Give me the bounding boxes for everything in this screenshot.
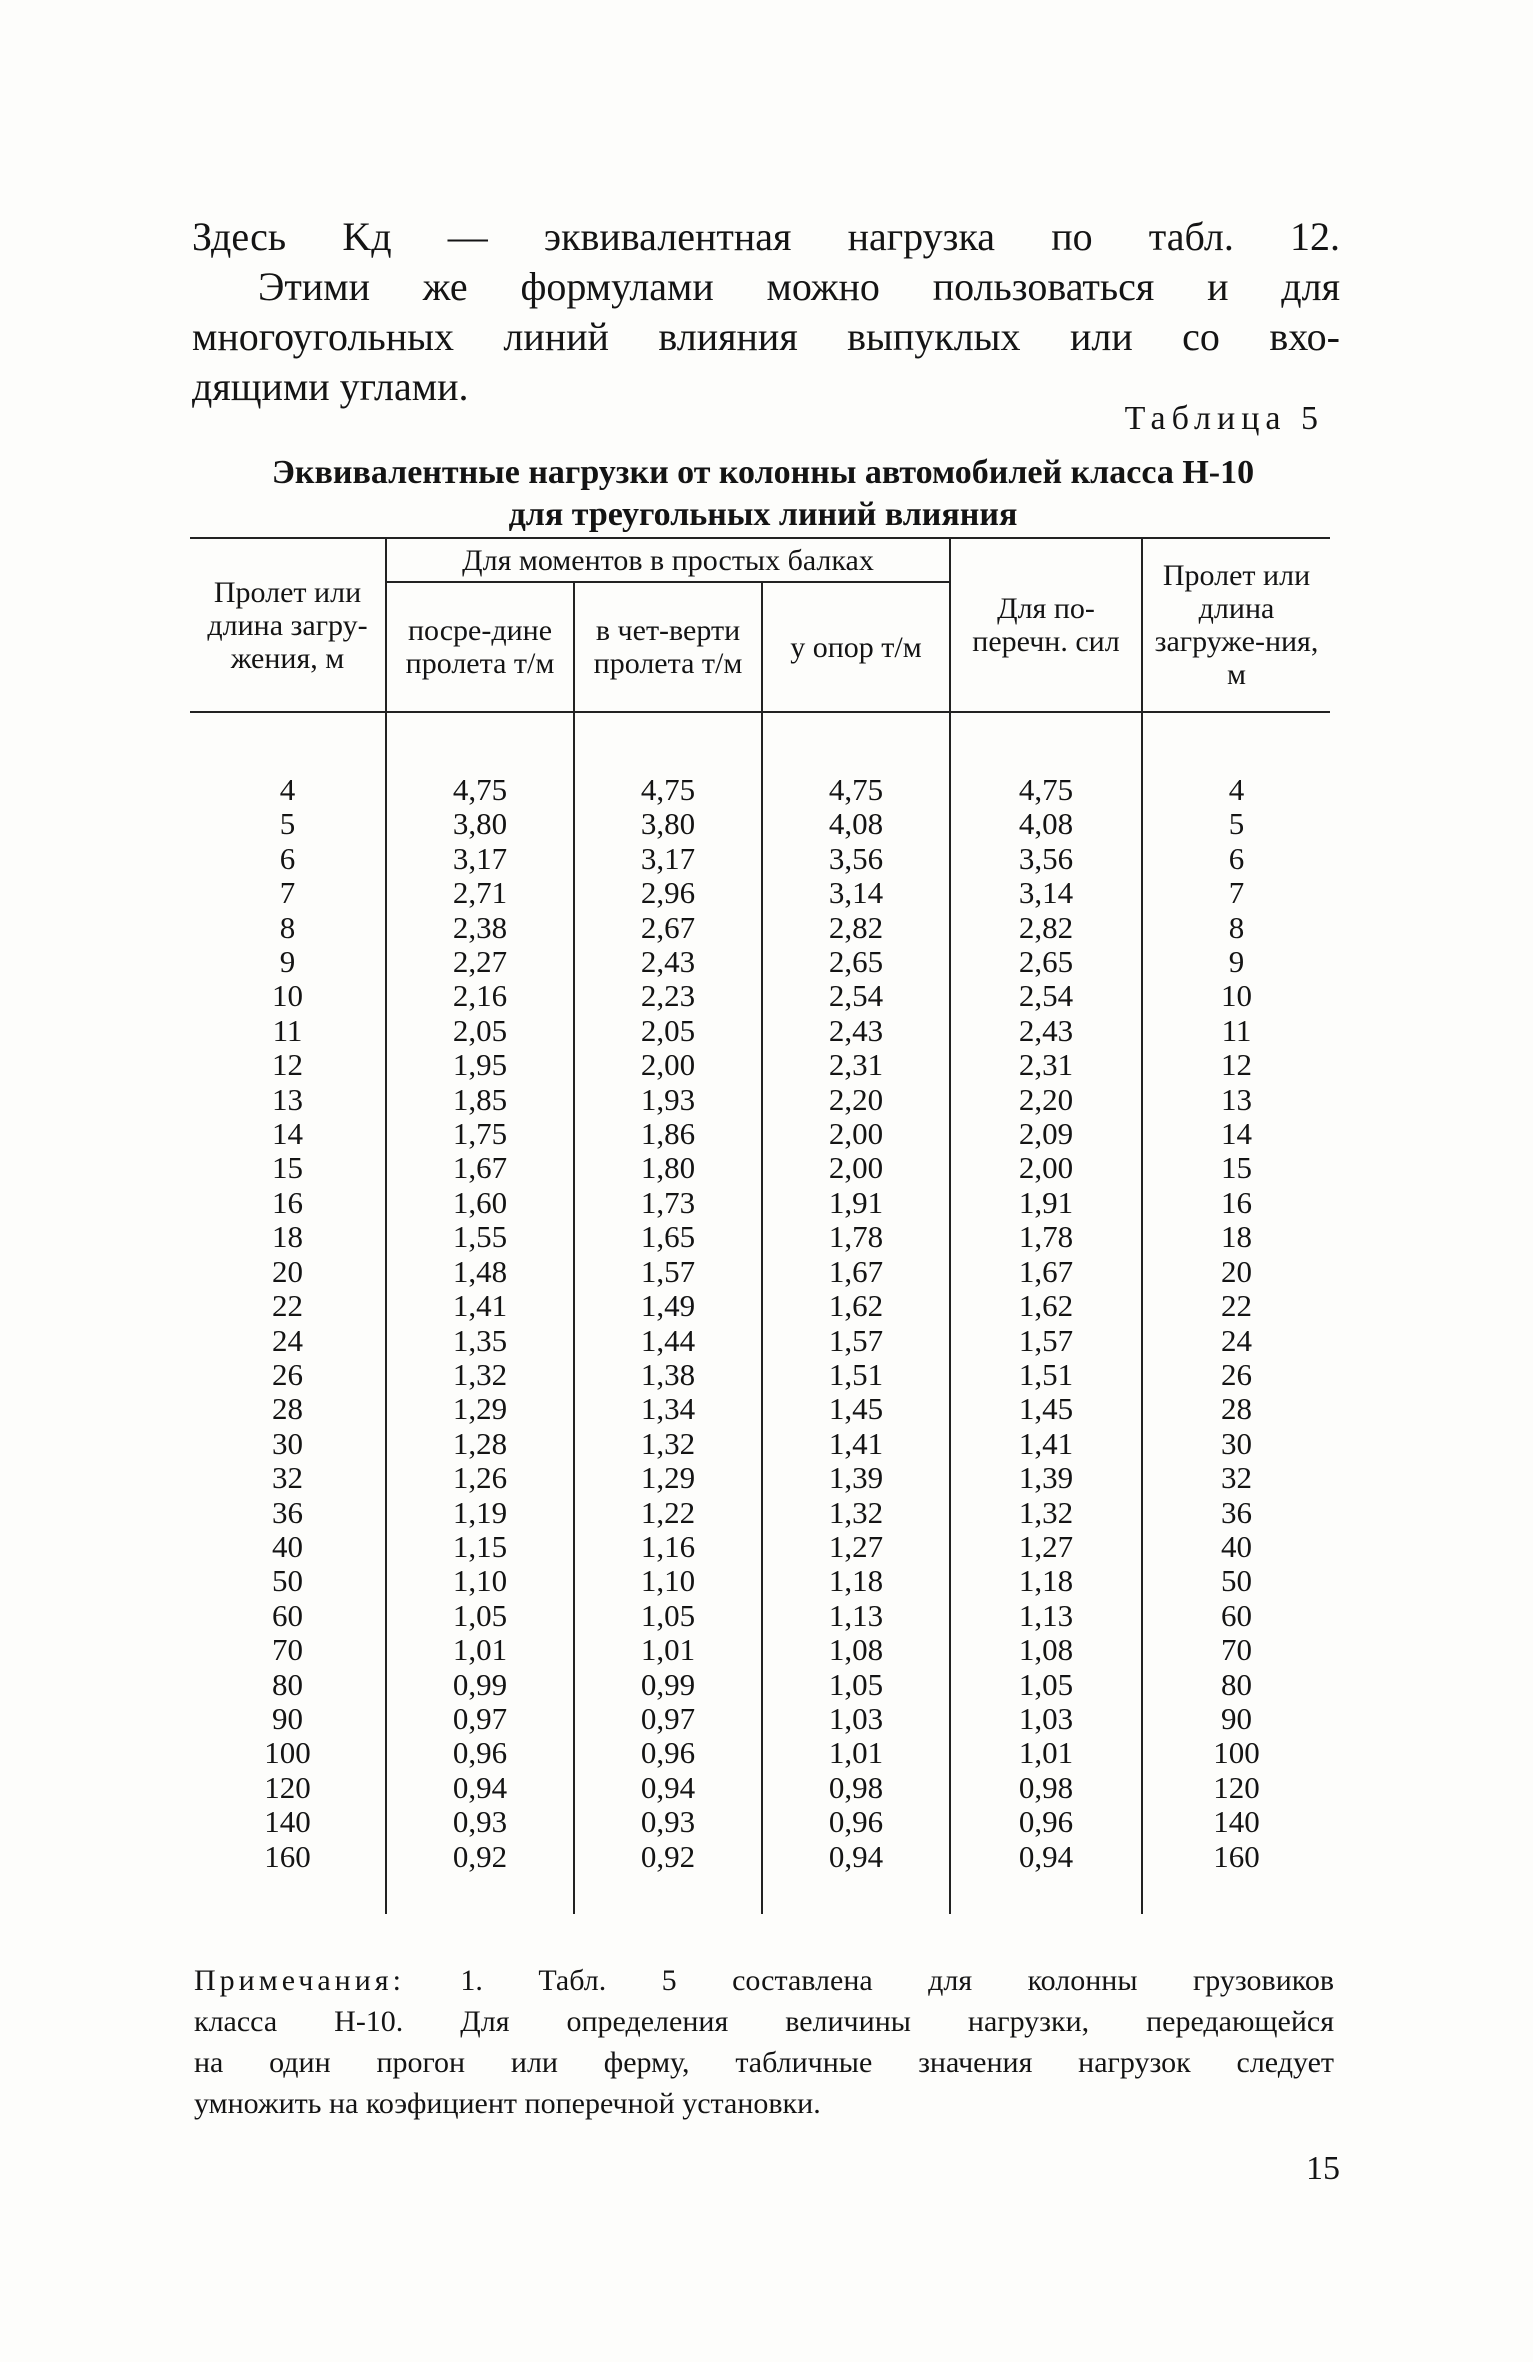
table-row (190, 876, 1330, 910)
cell-quarter: 1,44 (574, 1324, 762, 1358)
table-row (190, 1392, 1330, 1426)
cell-span: 40 (272, 1528, 303, 1564)
table-row (190, 1599, 1330, 1633)
header-midspan: посре-дине пролета т/м (386, 582, 574, 712)
table-row (190, 1324, 1330, 1358)
table-row (190, 1668, 1330, 1702)
cell-quarter: 1,29 (574, 1461, 762, 1495)
intro-line-4: дящими углами. (192, 364, 469, 409)
table-row (190, 1530, 1330, 1564)
table-row (190, 1633, 1330, 1667)
table-title-line-1: Эквивалентные нагрузки от колонны автомобилей класса Н-10 (271, 454, 1255, 491)
cell-quarter: 2,05 (574, 1014, 762, 1048)
cell-shear: 0,96 (950, 1805, 1142, 1839)
cell-span: 30 (272, 1425, 303, 1461)
cell-span-right: 140 (1142, 1805, 1330, 1839)
cell-midspan: 2,16 (386, 979, 574, 1013)
cell-midspan: 2,71 (386, 876, 574, 910)
cell-quarter: 1,01 (574, 1633, 762, 1667)
cell-span-right: 9 (1142, 945, 1330, 979)
cell-quarter: 1,80 (574, 1151, 762, 1185)
header-span-right: Пролет или длина загруже-ния, м (1142, 538, 1330, 712)
cell-shear: 1,51 (950, 1358, 1142, 1392)
cell-support: 1,41 (762, 1427, 950, 1461)
cell-span: 24 (272, 1322, 303, 1358)
cell-span: 16 (272, 1184, 303, 1220)
table-row (190, 1117, 1330, 1151)
cell-support: 1,57 (762, 1324, 950, 1358)
cell-shear: 1,03 (950, 1702, 1142, 1736)
cell-quarter: 0,93 (574, 1805, 762, 1839)
cell-quarter: 1,34 (574, 1392, 762, 1426)
cell-shear: 1,08 (950, 1633, 1142, 1667)
cell-shear: 1,78 (950, 1220, 1142, 1254)
cell-midspan: 0,94 (386, 1771, 574, 1805)
table-title (178, 452, 1348, 536)
cell-span-right: 80 (1142, 1668, 1330, 1702)
cell-span: 160 (264, 1838, 311, 1874)
cell-support: 2,43 (762, 1014, 950, 1048)
cell-midspan: 2,27 (386, 945, 574, 979)
cell-shear: 2,43 (950, 1014, 1142, 1048)
table-row (190, 1461, 1330, 1495)
table-label: Таблица 5 (1124, 400, 1324, 437)
cell-midspan: 2,38 (386, 911, 574, 945)
cell-quarter: 3,17 (574, 842, 762, 876)
table-row (190, 1702, 1330, 1736)
cell-support: 2,00 (762, 1151, 950, 1185)
cell-support: 1,18 (762, 1564, 950, 1598)
cell-span: 11 (272, 1012, 303, 1048)
table-row (190, 1186, 1330, 1220)
table-row (190, 1151, 1330, 1185)
cell-shear: 2,00 (950, 1151, 1142, 1185)
table-row (190, 1289, 1330, 1323)
table-row (190, 1014, 1330, 1048)
cell-span-right: 24 (1142, 1324, 1330, 1358)
cell-span: 80 (272, 1666, 303, 1702)
cell-span: 7 (279, 875, 296, 911)
cell-span-right: 7 (1142, 876, 1330, 910)
notes-lead: Примечания: (194, 1964, 405, 1997)
cell-midspan: 1,55 (386, 1220, 574, 1254)
cell-span: 6 (279, 840, 296, 876)
cell-shear: 1,05 (950, 1668, 1142, 1702)
cell-support: 4,08 (762, 807, 950, 841)
cell-support: 2,82 (762, 911, 950, 945)
notes-line-1: 1. Табл. 5 составлена для колонны грузовиков (404, 1964, 1334, 1997)
cell-support: 1,32 (762, 1496, 950, 1530)
table-row (190, 1427, 1330, 1461)
cell-span: 60 (272, 1597, 303, 1633)
cell-span: 32 (272, 1460, 303, 1496)
cell-quarter: 0,92 (574, 1840, 762, 1874)
cell-quarter: 1,57 (574, 1255, 762, 1289)
cell-shear: 4,75 (950, 773, 1142, 807)
cell-support: 0,94 (762, 1840, 950, 1874)
cell-midspan: 3,80 (386, 807, 574, 841)
cell-span-right: 12 (1142, 1048, 1330, 1082)
cell-quarter: 3,80 (574, 807, 762, 841)
table-row (190, 911, 1330, 945)
cell-span: 12 (272, 1047, 303, 1083)
cell-span-right: 70 (1142, 1633, 1330, 1667)
cell-shear: 1,62 (950, 1289, 1142, 1323)
cell-span-right: 22 (1142, 1289, 1330, 1323)
cell-quarter: 1,22 (574, 1496, 762, 1530)
notes-line-3: на один прогон или ферму, табличные значения нагрузок следует (194, 2046, 1334, 2079)
cell-support: 0,96 (762, 1805, 950, 1839)
cell-shear: 1,32 (950, 1496, 1142, 1530)
cell-span: 20 (272, 1253, 303, 1289)
cell-support: 1,67 (762, 1255, 950, 1289)
cell-midspan: 0,99 (386, 1668, 574, 1702)
cell-span-right: 15 (1142, 1151, 1330, 1185)
cell-support: 1,01 (762, 1736, 950, 1770)
cell-shear: 1,91 (950, 1186, 1142, 1220)
cell-midspan: 1,85 (386, 1083, 574, 1117)
cell-midspan: 1,19 (386, 1496, 574, 1530)
cell-midspan: 1,60 (386, 1186, 574, 1220)
cell-quarter: 4,75 (574, 773, 762, 807)
table-row (190, 1358, 1330, 1392)
notes-line-2: класса Н-10. Для определения величины нагрузки, передающейся (194, 2005, 1334, 2038)
header-moments: Для моментов в простых балках (386, 538, 950, 582)
table-row (190, 773, 1330, 807)
cell-support: 3,56 (762, 842, 950, 876)
table-row (190, 1496, 1330, 1530)
table-row (190, 1771, 1330, 1805)
cell-support: 1,27 (762, 1530, 950, 1564)
cell-shear: 1,57 (950, 1324, 1142, 1358)
cell-quarter: 1,05 (574, 1599, 762, 1633)
cell-support: 2,31 (762, 1048, 950, 1082)
cell-span-right: 60 (1142, 1599, 1330, 1633)
cell-support: 2,65 (762, 945, 950, 979)
cell-midspan: 1,35 (386, 1324, 574, 1358)
cell-support: 3,14 (762, 876, 950, 910)
cell-quarter: 1,73 (574, 1186, 762, 1220)
cell-midspan: 2,05 (386, 1014, 574, 1048)
cell-quarter: 2,00 (574, 1048, 762, 1082)
cell-midspan: 1,10 (386, 1564, 574, 1598)
cell-shear: 1,39 (950, 1461, 1142, 1495)
cell-support: 2,00 (762, 1117, 950, 1151)
cell-span-right: 4 (1142, 773, 1330, 807)
cell-span-right: 36 (1142, 1496, 1330, 1530)
cell-quarter: 1,10 (574, 1564, 762, 1598)
cell-shear: 1,27 (950, 1530, 1142, 1564)
cell-shear: 1,45 (950, 1392, 1142, 1426)
cell-span-right: 16 (1142, 1186, 1330, 1220)
cell-span: 13 (272, 1081, 303, 1117)
cell-span: 36 (272, 1494, 303, 1530)
cell-span: 22 (272, 1288, 303, 1324)
cell-support: 1,39 (762, 1461, 950, 1495)
cell-shear: 1,13 (950, 1599, 1142, 1633)
cell-midspan: 1,29 (386, 1392, 574, 1426)
table-row (190, 979, 1330, 1013)
cell-span: 50 (272, 1563, 303, 1599)
table-body (190, 712, 1330, 1914)
table-row (190, 1255, 1330, 1289)
cell-span-right: 90 (1142, 1702, 1330, 1736)
cell-support: 1,13 (762, 1599, 950, 1633)
cell-span-right: 30 (1142, 1427, 1330, 1461)
cell-shear: 1,67 (950, 1255, 1142, 1289)
cell-shear: 2,09 (950, 1117, 1142, 1151)
cell-span-right: 10 (1142, 979, 1330, 1013)
cell-support: 1,78 (762, 1220, 950, 1254)
cell-span-right: 6 (1142, 842, 1330, 876)
cell-support: 1,08 (762, 1633, 950, 1667)
intro-line-2: Этими же формулами можно пользоваться и для (258, 264, 1340, 309)
cell-span: 15 (272, 1150, 303, 1186)
cell-quarter: 1,65 (574, 1220, 762, 1254)
cell-shear: 0,94 (950, 1840, 1142, 1874)
cell-span-right: 50 (1142, 1564, 1330, 1598)
cell-span-right: 40 (1142, 1530, 1330, 1564)
cell-shear: 1,18 (950, 1564, 1142, 1598)
table-row (190, 1805, 1330, 1839)
cell-support: 1,45 (762, 1392, 950, 1426)
cell-quarter: 1,38 (574, 1358, 762, 1392)
cell-shear: 2,20 (950, 1083, 1142, 1117)
cell-quarter: 2,96 (574, 876, 762, 910)
cell-midspan: 1,95 (386, 1048, 574, 1082)
cell-midspan: 1,05 (386, 1599, 574, 1633)
cell-span-right: 26 (1142, 1358, 1330, 1392)
equivalent-loads-table (190, 537, 1330, 1914)
cell-span: 70 (272, 1632, 303, 1668)
cell-span-right: 120 (1142, 1771, 1330, 1805)
cell-support: 1,51 (762, 1358, 950, 1392)
cell-span-right: 5 (1142, 807, 1330, 841)
cell-shear: 2,31 (950, 1048, 1142, 1082)
cell-span: 90 (272, 1700, 303, 1736)
cell-quarter: 1,49 (574, 1289, 762, 1323)
cell-shear: 3,56 (950, 842, 1142, 876)
cell-midspan: 1,32 (386, 1358, 574, 1392)
table-row (190, 1840, 1330, 1874)
cell-span-right: 18 (1142, 1220, 1330, 1254)
cell-span-right: 32 (1142, 1461, 1330, 1495)
cell-span-right: 13 (1142, 1083, 1330, 1117)
cell-shear: 2,54 (950, 979, 1142, 1013)
table-row (190, 807, 1330, 841)
cell-quarter: 1,32 (574, 1427, 762, 1461)
cell-support: 1,05 (762, 1668, 950, 1702)
notes (194, 1960, 1334, 2124)
table-row (190, 1083, 1330, 1117)
header-span: Пролет или длина загру-жения, м (190, 538, 386, 712)
cell-support: 1,62 (762, 1289, 950, 1323)
cell-span: 9 (279, 944, 296, 980)
cell-quarter: 2,43 (574, 945, 762, 979)
cell-support: 2,20 (762, 1083, 950, 1117)
table-row (190, 1048, 1330, 1082)
cell-shear: 0,98 (950, 1771, 1142, 1805)
cell-span: 14 (272, 1116, 303, 1152)
cell-shear: 2,65 (950, 945, 1142, 979)
cell-quarter: 0,97 (574, 1702, 762, 1736)
intro-line-1: Здесь Kд — эквивалентная нагрузка по табл. 12. (192, 214, 1340, 259)
cell-midspan: 1,75 (386, 1117, 574, 1151)
cell-span: 8 (279, 909, 296, 945)
cell-span: 26 (272, 1356, 303, 1392)
table-row (190, 1736, 1330, 1770)
cell-support: 1,03 (762, 1702, 950, 1736)
cell-support: 4,75 (762, 773, 950, 807)
cell-midspan: 4,75 (386, 773, 574, 807)
cell-quarter: 2,67 (574, 911, 762, 945)
header-quarter: в чет-верти пролета т/м (574, 582, 762, 712)
cell-midspan: 0,93 (386, 1805, 574, 1839)
cell-span: 28 (272, 1391, 303, 1427)
cell-shear: 1,01 (950, 1736, 1142, 1770)
cell-midspan: 0,97 (386, 1702, 574, 1736)
cell-quarter: 1,93 (574, 1083, 762, 1117)
cell-shear: 4,08 (950, 807, 1142, 841)
cell-quarter: 0,96 (574, 1736, 762, 1770)
cell-shear: 3,14 (950, 876, 1142, 910)
cell-span: 100 (264, 1735, 311, 1771)
cell-midspan: 0,96 (386, 1736, 574, 1770)
cell-span-right: 160 (1142, 1840, 1330, 1874)
intro-line-3: многоугольных линий влияния выпуклых или со вхо- (192, 314, 1340, 359)
cell-span-right: 20 (1142, 1255, 1330, 1289)
cell-support: 1,91 (762, 1186, 950, 1220)
table-row (190, 842, 1330, 876)
cell-quarter: 1,86 (574, 1117, 762, 1151)
cell-span-right: 14 (1142, 1117, 1330, 1151)
table-row (190, 1220, 1330, 1254)
cell-midspan: 1,01 (386, 1633, 574, 1667)
cell-midspan: 1,26 (386, 1461, 574, 1495)
notes-line-4: умножить на коэфициент поперечной установки. (194, 2087, 821, 2120)
cell-quarter: 2,23 (574, 979, 762, 1013)
cell-shear: 2,82 (950, 911, 1142, 945)
cell-support: 0,98 (762, 1771, 950, 1805)
cell-midspan: 3,17 (386, 842, 574, 876)
cell-midspan: 1,67 (386, 1151, 574, 1185)
cell-span: 5 (279, 806, 296, 842)
page-number: 15 (1306, 2150, 1340, 2187)
cell-span: 140 (264, 1804, 311, 1840)
cell-quarter: 0,94 (574, 1771, 762, 1805)
header-support: у опор т/м (762, 582, 950, 712)
table-row (190, 945, 1330, 979)
cell-midspan: 1,41 (386, 1289, 574, 1323)
cell-midspan: 1,48 (386, 1255, 574, 1289)
cell-span: 4 (279, 772, 296, 807)
header-shear: Для по-перечн. сил (950, 538, 1142, 712)
cell-quarter: 1,16 (574, 1530, 762, 1564)
table-row (190, 1564, 1330, 1598)
cell-span-right: 8 (1142, 911, 1330, 945)
cell-shear: 1,41 (950, 1427, 1142, 1461)
cell-midspan: 0,92 (386, 1840, 574, 1874)
cell-midspan: 1,28 (386, 1427, 574, 1461)
cell-midspan: 1,15 (386, 1530, 574, 1564)
cell-span-right: 11 (1142, 1014, 1330, 1048)
cell-quarter: 0,99 (574, 1668, 762, 1702)
cell-span: 10 (272, 978, 303, 1014)
intro-text (192, 212, 1340, 412)
cell-span-right: 28 (1142, 1392, 1330, 1426)
cell-span-right: 100 (1142, 1736, 1330, 1770)
table-title-line-2: для треугольных линий влияния (508, 496, 1018, 533)
cell-support: 2,54 (762, 979, 950, 1013)
cell-span: 18 (272, 1219, 303, 1255)
cell-span: 120 (264, 1769, 311, 1805)
